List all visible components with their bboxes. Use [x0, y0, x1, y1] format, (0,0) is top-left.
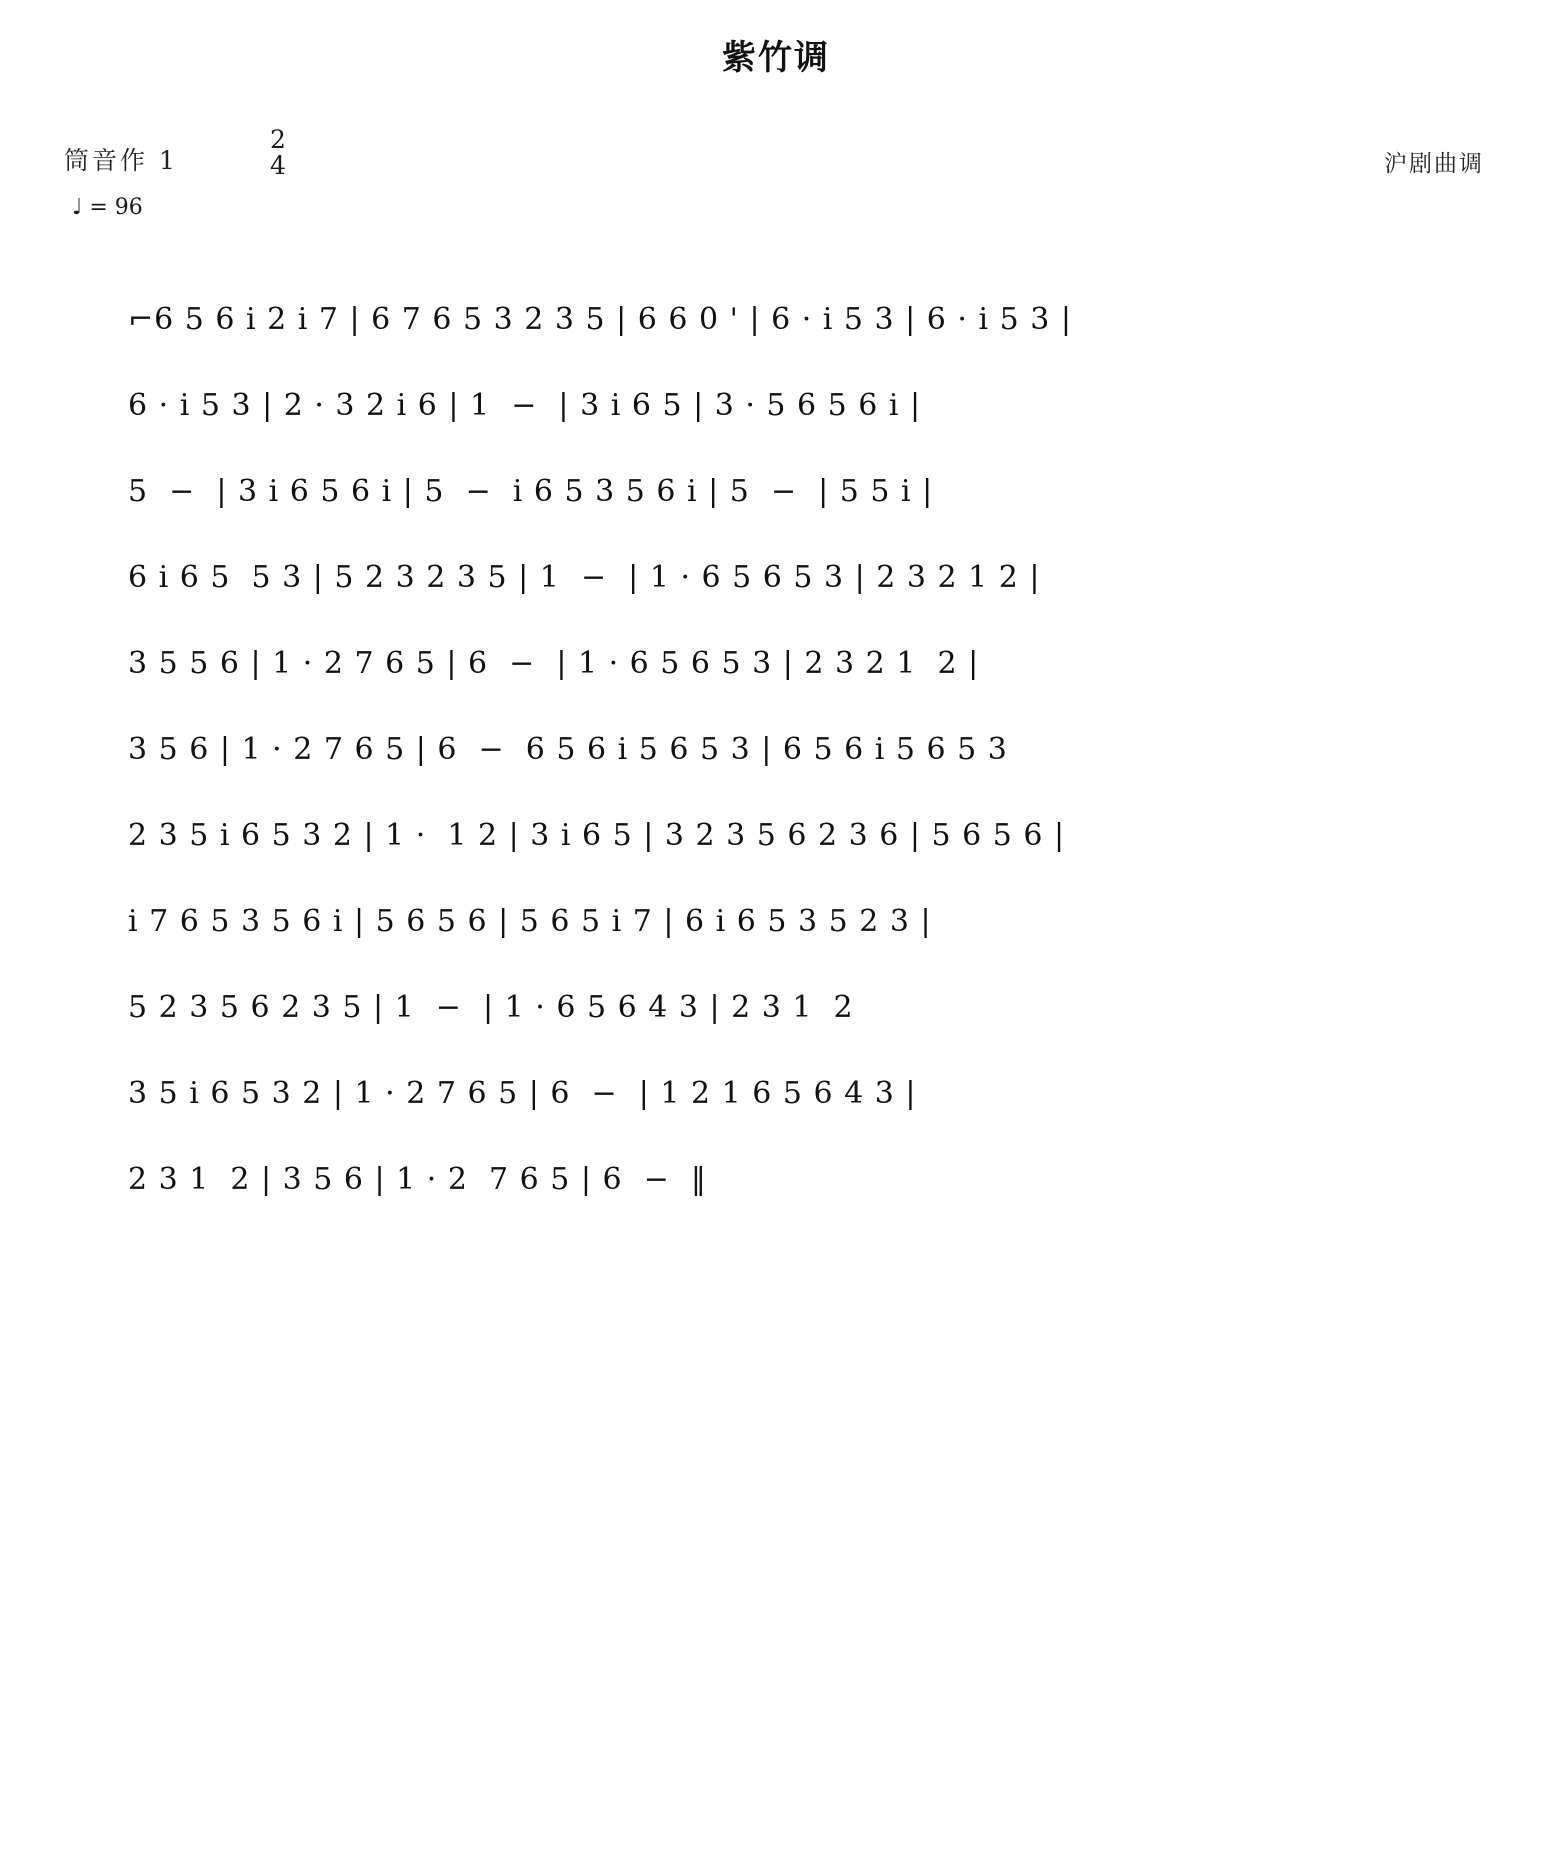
score-body	[0, 277, 1552, 1223]
score-line	[128, 621, 1456, 707]
score-line	[128, 277, 1456, 363]
key-signature: 筒音作 1	[64, 146, 178, 175]
score-line	[128, 707, 1456, 793]
time-signature-numerator: 2	[270, 125, 286, 154]
score-line-text: i 7 6 5 3 5 6 i | 5 6 5 6 | 5 6 5 i 7 | 6 i 6 5 3 5 2 3 |	[128, 904, 932, 939]
score-line-text: 3 5 i 6 5 3 2 | 1 · 2 7 6 5 | 6 − | 1 2 1 6 5 6 4 3 |	[128, 1076, 917, 1111]
page-footer-spacer	[0, 1223, 1552, 1263]
tempo-marking: ♩ = 96	[72, 195, 143, 220]
time-signature	[270, 127, 286, 180]
score-line-text: 2 3 1 2 | 3 5 6 | 1 · 2 7 6 5 | 6 − ‖	[128, 1162, 707, 1197]
score-line-text: 5 − | 3 i 6 5 6 i | 5 − i 6 5 3 5 6 i | 5 − | 5 5 i |	[128, 474, 934, 509]
score-line-text: 3 5 5 6 | 1 · 2 7 6 5 | 6 − | 1 · 6 5 6 5 3 | 2 3 2 1 2 |	[128, 646, 980, 681]
score-line	[128, 449, 1456, 535]
score-line	[128, 535, 1456, 621]
composer-credit: 沪剧曲调	[1384, 151, 1484, 177]
time-signature-denominator: 4	[270, 151, 286, 181]
score-line	[128, 1137, 1456, 1223]
score-line-text: 2 3 5 i 6 5 3 2 | 1 · 1 2 | 3 i 6 5 | 3 2 3 5 6 2 3 6 | 5 6 5 6 |	[128, 818, 1066, 853]
score-line	[128, 363, 1456, 449]
score-line-text: 6 · i 5 3 | 2 · 3 2 i 6 | 1 − | 3 i 6 5 | 3 · 5 6 5 6 i |	[128, 388, 922, 423]
score-line	[128, 879, 1456, 965]
page-title: 紫竹调	[722, 38, 830, 78]
score-line-text: 5 2 3 5 6 2 3 5 | 1 − | 1 · 6 5 6 4 3 | 2 3 1 2	[128, 990, 854, 1025]
score-line-text: 3 5 6 | 1 · 2 7 6 5 | 6 − 6 5 6 i 5 6 5 3 | 6 5 6 i 5 6 5 3	[128, 732, 1008, 767]
score-line	[128, 1051, 1456, 1137]
score-line-text: ⌐6 5 6 i 2 i 7 | 6 7 6 5 3 2 3 5 | 6 6 0 ' | 6 · i 5 3 | 6 · i 5 3 |	[128, 302, 1072, 337]
score-line	[128, 965, 1456, 1051]
score-line-text: 6 i 6 5 5 3 | 5 2 3 2 3 5 | 1 − | 1 · 6 5 6 5 3 | 2 3 2 1 2 |	[128, 560, 1041, 595]
score-line	[128, 793, 1456, 879]
sheet-music-page	[0, 30, 1552, 1870]
score-metadata	[0, 125, 1552, 220]
